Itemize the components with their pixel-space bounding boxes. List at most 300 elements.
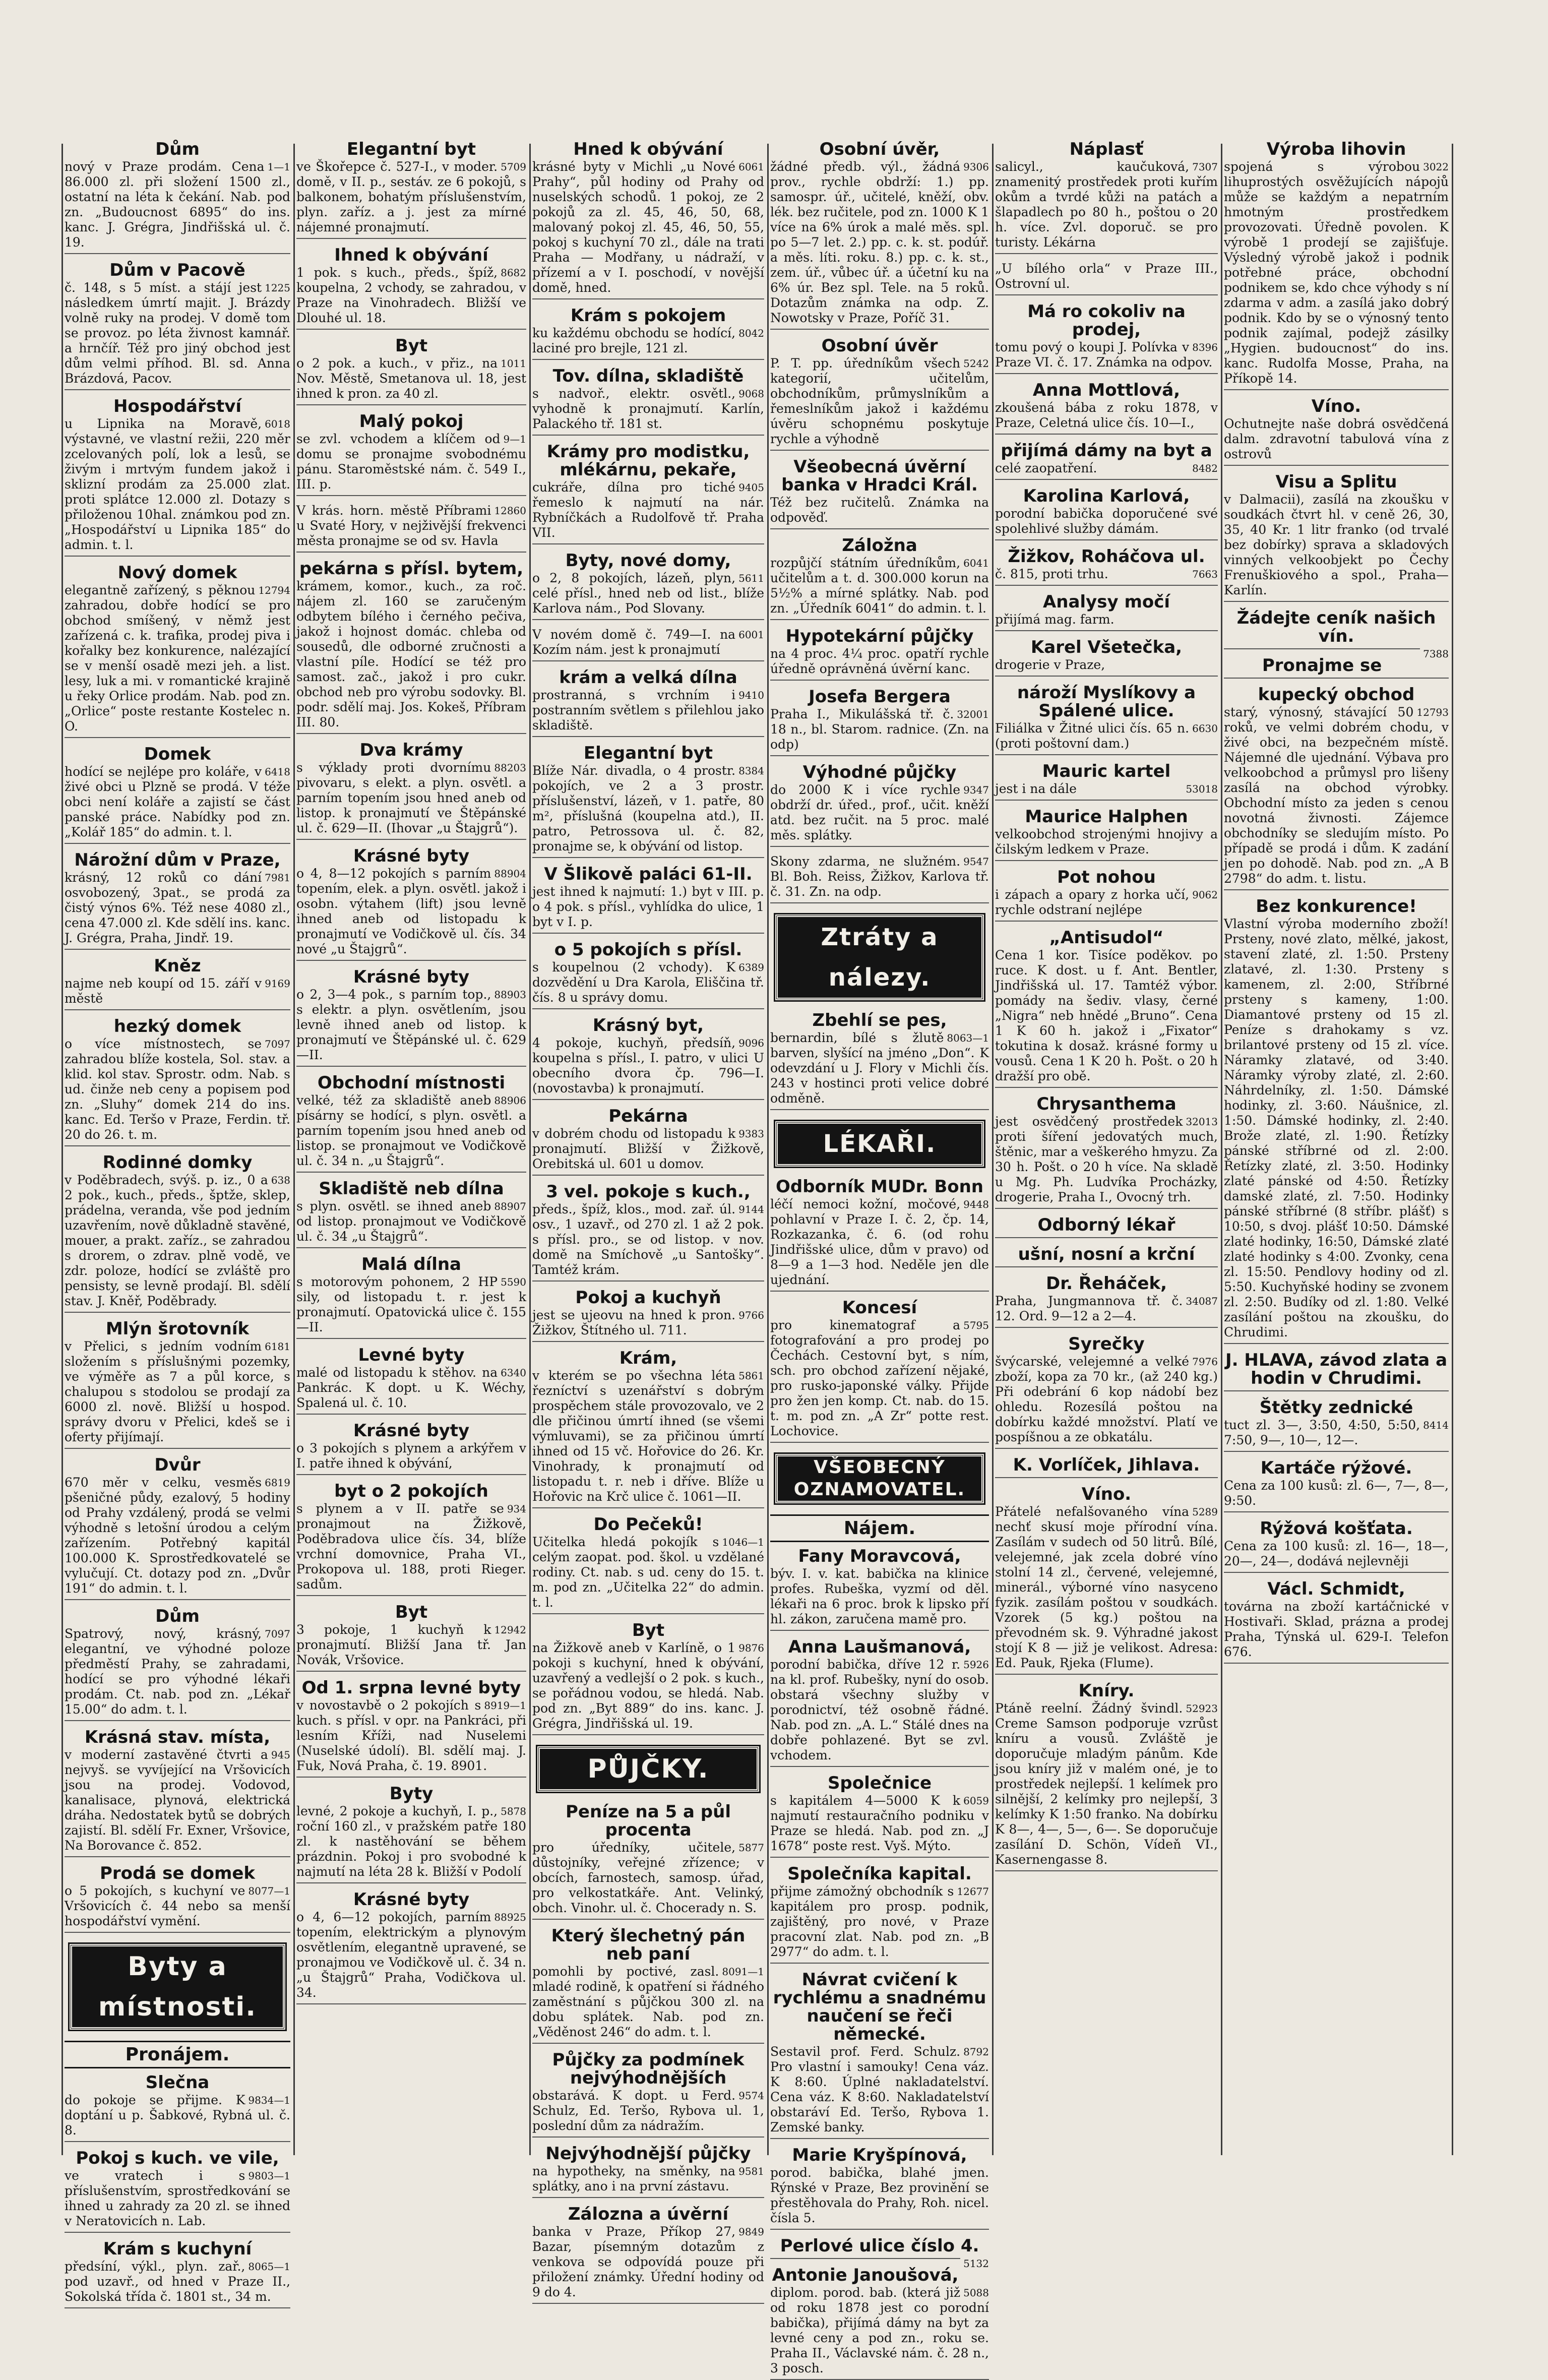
ad-body xyxy=(995,340,1218,370)
classified-ad xyxy=(65,1728,290,1857)
classified-ad xyxy=(532,1107,764,1176)
classified-ad xyxy=(995,1485,1218,1675)
ad-text: V novém domě č. 749—I. na Kozím nám. jest k pronajmutí xyxy=(532,627,736,657)
ad-body xyxy=(532,1535,764,1610)
ad-text: se zvl. vchodem a klíčem od domu se pronajme svobodnému pánu. Staroměstské nám. č. 549 I., III. p. xyxy=(296,432,526,492)
ad-reference-number: 1046—1 xyxy=(722,1536,764,1548)
classified-ad xyxy=(995,638,1218,677)
ad-separator xyxy=(65,1312,290,1313)
ad-text: celé zaopatření. xyxy=(995,461,1097,475)
classified-ad xyxy=(995,381,1218,435)
ad-text: drogerie v Praze, xyxy=(995,657,1105,672)
ad-reference-number: 638 xyxy=(271,1174,290,1186)
ad-headline: Krásné byty xyxy=(353,1889,470,1910)
ad-headline: Elegantní byt xyxy=(583,743,713,763)
ad-headline: Josefa Bergera xyxy=(809,687,951,707)
ad-text: švýcarské, velejemné a velké zboží, kopa za 70 kr., (až 240 kg.) Při odebrání 6 kop nádobí bez ohledu. Rozesílá poštou na dobírku každé množství. Platí ve pospíšnou a ze obkatálu. xyxy=(995,1354,1218,1444)
ad-headline: Krásná stav. místa, xyxy=(84,1727,271,1747)
ad-text: Přátelé nefalšovaného vína nechť skusí moje přírodní vína. Zasílám v sudech od 50 litrů. Bílé, velejemné, jak zcela dobré víno stolní 14 zl., červené, velejemné, minerál., výborné víno nasyceno fyzik. zasílám poštou v soudkách. Vzorek (5 kg.) poštou na převodném sk. 9. Výhradné jakost stojí K 8 — již je velikost. Adresa: Ed. Pauk, Rjeka (Flume). xyxy=(995,1504,1218,1670)
ad-headline: Fany Moravcová, xyxy=(798,1546,961,1566)
ad-separator xyxy=(532,298,764,299)
ad-reference-number: 9383 xyxy=(738,1128,764,1140)
ad-body xyxy=(296,265,526,326)
ad-text: krásné byty v Michli „u Nové Prahy“, půl hodiny od Prahy od nuselských schodů. 1 pokoj, ze 2 pokojů za zl. 45, 46, 50, 68, malovaný pokoj zl. 45, 46, 50, 55, pokoj s kuchyní 70 zl., dále na trati Praha — Modřany, u nádraží, v přízemí a v I. poschodí, v novější domě, hned. xyxy=(532,159,764,295)
ad-separator xyxy=(296,1172,526,1173)
ad-headline: Elegantní byt xyxy=(346,139,476,159)
ad-separator xyxy=(65,843,290,844)
ad-body xyxy=(65,1339,290,1445)
ad-body xyxy=(65,870,290,946)
ad-reference-number: 945 xyxy=(271,1749,290,1761)
ad-body xyxy=(532,960,764,1005)
ad-separator xyxy=(1224,1572,1449,1573)
ad-separator xyxy=(65,1145,290,1146)
ad-body xyxy=(995,567,1218,582)
ad-headline: Společníka kapital. xyxy=(787,1864,972,1884)
ad-headline: Záložna xyxy=(842,535,917,556)
ad-separator xyxy=(296,329,526,330)
classified-ad xyxy=(296,412,526,496)
ad-headline: Slečna xyxy=(145,2072,210,2093)
classified-ad xyxy=(65,397,290,557)
ad-headline: Václ. Schmidt, xyxy=(1267,1579,1405,1599)
ad-separator xyxy=(1224,1663,1449,1664)
classified-ad xyxy=(296,246,526,330)
ad-headline: Zálozna a úvěrní xyxy=(568,2204,729,2224)
ad-reference-number: 5709 xyxy=(501,161,526,173)
ad-body xyxy=(532,2224,764,2300)
section-banner: Byty a místnosti. xyxy=(70,1944,285,2030)
ad-reference-number: 6018 xyxy=(265,418,290,430)
ad-reference-number: 6061 xyxy=(738,161,764,173)
ad-reference-number: 9410 xyxy=(738,689,764,701)
ad-headline: Krásné byty xyxy=(353,846,470,866)
classified-ad xyxy=(1224,1351,1449,1391)
classified-ad xyxy=(995,261,1218,295)
ad-text: 4 pokoje, kuchyň, předsíň, koupelna s přísl., I. patro, v ulici U obecního dvora čp. 796—I. (novostavba) k pronajmutí. xyxy=(532,1035,764,1095)
classified-ad xyxy=(770,1865,989,1964)
ad-reference-number: 8396 xyxy=(1192,341,1218,353)
classified-ad xyxy=(1224,608,1449,660)
ad-text: Cena za 100 kusů: zl. 16—, 18—, 20—, 24—, dodává nejlevněji xyxy=(1224,1539,1449,1568)
classified-ad xyxy=(995,1274,1218,1328)
classified-column-2 xyxy=(296,140,526,2162)
ad-text: prostranná, s vrchním i postranním světlem s přilehlou jako skladiště. xyxy=(532,688,764,733)
ad-text: Též bez ručitelů. Známka na odpověď. xyxy=(770,495,989,525)
ad-separator xyxy=(296,552,526,553)
ad-body xyxy=(770,1566,989,1627)
ad-headline: Perlové ulice číslo 4. xyxy=(780,2236,979,2256)
ad-separator xyxy=(65,1599,290,1600)
ad-reference-number: 7663 xyxy=(1192,568,1218,580)
ad-body xyxy=(770,1197,989,1288)
classified-ad xyxy=(296,968,526,1067)
ad-separator xyxy=(65,389,290,390)
ad-headline: kupecký obchod xyxy=(1258,685,1415,705)
ad-reference-number: 53018 xyxy=(1186,783,1218,795)
classified-ad xyxy=(532,367,764,436)
ad-headline: Víno. xyxy=(1081,1484,1132,1504)
ad-separator xyxy=(1224,1390,1449,1391)
ad-list xyxy=(65,2073,290,2308)
ad-separator xyxy=(65,2307,290,2308)
ad-text: č. 148, s 5 míst. a stájí jest následkem úmrtí majit. J. Brázdy volně ruky na prodej. V domě tom se provoz. po léta živnost kamnář. a hrnčíř. Též pro jiný obchod jest dům velmi příhod. Bl. sd. Anna Brázdová, Pacov. xyxy=(65,280,290,386)
ad-separator xyxy=(296,1777,526,1778)
ad-body xyxy=(296,866,526,957)
classified-ad xyxy=(296,1255,526,1339)
ad-headline: Žádejte ceník našich vín. xyxy=(1236,608,1436,646)
ad-reference-number: 88203 xyxy=(494,762,526,774)
classified-ad xyxy=(770,337,989,451)
ad-separator xyxy=(770,902,989,903)
ad-reference-number: 934 xyxy=(507,1503,526,1515)
ad-separator xyxy=(995,1087,1218,1088)
ad-body xyxy=(770,854,989,899)
classified-ad xyxy=(296,560,526,734)
ad-text: o 2 pok. a kuch., v přiz., na Nov. Městě, Smetanova ul. 18, jest ihned k pron. za 40 zl. xyxy=(296,356,526,401)
ad-text: porodní babička, dříve 12 r. na kl. prof. Rubešky, nyní do osob. obstará všechny služby v porodnictví, též osobně řádné. Nab. pod zn. „A. L.“ Stálé dnes na dobře pohlazené. Byt se zvl. vchodem. xyxy=(770,1657,989,1762)
ad-text: hodící se nejlépe pro koláře, v živé obci u Plzně se prodá. V téže obci není koláře a zajistí se část panské práce. Nabídky pod zn. „Kolář 185“ do admin. t. l. xyxy=(65,764,290,839)
ad-text: ku každému obchodu se hodící, laciné pro brejle, 121 zl. xyxy=(532,326,736,355)
ad-body xyxy=(770,1884,989,1960)
ad-headline: Chrysanthema xyxy=(1036,1094,1177,1114)
ad-separator xyxy=(65,253,290,254)
ad-text: předsíní, výkl., plyn. zař., pod uzavř., od hned v Praze II., Sokolská třída č. 1801 st., 34 m. xyxy=(65,2259,290,2304)
column-rule xyxy=(992,144,994,2155)
ad-reference-number: 6340 xyxy=(501,1367,526,1379)
ad-body xyxy=(65,2168,290,2229)
ad-separator xyxy=(995,1327,1218,1328)
classified-ad xyxy=(532,941,764,1009)
ad-text: bernardin, bílé s žlutě barven, slyšící na jméno „Don“. K odevzdání u J. Flory v Michli čís. 243 v hostinci proti velice dobré odměně. xyxy=(770,1030,989,1106)
ad-reference-number: 88925 xyxy=(494,1911,526,1923)
ad-separator xyxy=(532,857,764,858)
ad-reference-number: 9766 xyxy=(738,1309,764,1321)
ad-separator xyxy=(995,676,1218,677)
classified-ad xyxy=(770,1178,989,1292)
classified-ad xyxy=(1224,397,1449,466)
classified-ad xyxy=(1224,140,1449,390)
ad-separator xyxy=(296,733,526,734)
ad-separator xyxy=(995,434,1218,435)
ad-body xyxy=(532,326,764,356)
ad-list xyxy=(770,140,989,2380)
ad-separator xyxy=(532,619,764,620)
ad-headline: V Šlikově paláci 61-II. xyxy=(544,864,753,884)
ad-headline: Byt xyxy=(632,1620,665,1640)
ad-separator xyxy=(995,294,1218,295)
ad-reference-number: 88904 xyxy=(494,868,526,880)
ad-body xyxy=(296,356,526,401)
ad-body xyxy=(296,1622,526,1668)
ad-separator xyxy=(296,1595,526,1596)
ad-reference-number: 12942 xyxy=(494,1624,526,1636)
ad-headline: Byt xyxy=(395,1602,428,1622)
ad-reference-number: 6418 xyxy=(265,766,290,778)
ad-body xyxy=(532,2088,764,2133)
classified-ad xyxy=(995,140,1218,254)
ad-text: nový v Praze prodám. Cena 86.000 zl. při složení 1500 zl., ostatní na léta k čekání. Nab. pod zn. „Budoucnost 6895“ do ins. kanc. J. Grégra, Jindřišská ul. č. 19. xyxy=(65,159,290,250)
ad-reference-number: 34087 xyxy=(1186,1295,1218,1307)
ad-text: léčí nemoci kožní, močové, pohlavní v Praze I. č. 2, čp. 14, Rozkazanka, č. 6. (od rohu Jindřišské ulice, dům v pravo) od 8—9 a 1—3 hod. Neděle jen dle ujednání. xyxy=(770,1197,989,1287)
ad-headline: Hospodářství xyxy=(113,396,242,416)
ad-text: přijímá mag. farm. xyxy=(995,612,1114,627)
classified-ad xyxy=(770,688,989,756)
ad-separator xyxy=(1224,678,1449,679)
ad-headline: Výroba lihovin xyxy=(1266,139,1406,159)
ad-body xyxy=(532,1964,764,2040)
ad-separator xyxy=(532,1341,764,1342)
ad-text: s kapitálem 4—5000 K k najmutí restauračního podniku v Praze se hledá. Nab. pod zn. „J 1678“ poste rest. Vyš. Mýto. xyxy=(770,1793,989,1853)
classified-ad xyxy=(65,745,290,844)
classified-ad xyxy=(995,1682,1218,1871)
ad-separator xyxy=(770,1291,989,1292)
ad-text: diplom. porod. bab. (která již od roku 1878 jest co porodní babička), přijímá dámy na byt za levné ceny a pod zn., roku se. Praha II., Václavské nám. č. 28 n., 3 posch. xyxy=(770,2285,989,2375)
ad-headline: Krám s kuchyní xyxy=(103,2239,252,2259)
ad-separator xyxy=(995,860,1218,861)
ad-text: o 4, 8—12 pokojích s parním topením, elek. a plyn. osvětl. jakož i osobn. výtahem (lift) jsou levně ihned aneb od listopadu k pronajmutí ve Vodičkově ul. čís. 34 nové „u Štajgrů“. xyxy=(296,866,526,956)
ad-separator xyxy=(532,660,764,661)
classified-ad xyxy=(995,929,1218,1088)
ad-headline: Obchodní místnosti xyxy=(317,1073,506,1093)
classified-ad xyxy=(296,847,526,961)
ad-body xyxy=(1224,705,1449,886)
ad-headline: Víno. xyxy=(1311,396,1361,416)
classified-ad xyxy=(770,536,989,620)
classified-ad xyxy=(770,2146,989,2230)
classified-ad xyxy=(995,547,1218,586)
ad-text: do 2000 K i více rychle obdrží dr. úřed., prof., učit. kněží atd. bez ručit. na 5 proc. malé měs. splátky. xyxy=(770,782,989,842)
ad-body xyxy=(65,159,290,250)
ad-reference-number: 8919—1 xyxy=(484,1699,526,1712)
ad-text: v Poděbradech, svýš. p. iz., 0 a 2 pok., kuch., předs., šptže, sklep, prádelna, veranda, vše pod jedním uzavřením, nově důkladně stavěné, mouer, a prakt. zaříz., se zahradou s drorem, o zdrav. plně vodě, ve zdr. poloze, hodící se zvláště pro pensisty, se levně prodají. Bl. sdělí stav. J. Kněř, Poděbrady. xyxy=(65,1173,290,1308)
classified-ad xyxy=(532,1349,764,1508)
classified-ad xyxy=(995,1095,1218,1209)
ad-reference-number: 8042 xyxy=(738,327,764,339)
ad-reference-number: 9803—1 xyxy=(248,2170,290,2182)
ad-body xyxy=(532,1126,764,1172)
ad-separator xyxy=(296,404,526,405)
ad-text: Praha, Jungmannova tř. č. 12. Ord. 9—12 a 2—4. xyxy=(995,1294,1183,1323)
ad-body xyxy=(1224,416,1449,462)
classified-ad xyxy=(532,1183,764,1281)
ad-separator xyxy=(770,755,989,756)
ad-headline: Rodinné domky xyxy=(102,1152,253,1173)
ad-reference-number: 8384 xyxy=(738,765,764,777)
classified-ad xyxy=(296,1603,526,1672)
ad-headline: Maurice Halphen xyxy=(1025,807,1188,827)
classified-column-6 xyxy=(1224,140,1449,2162)
ad-separator xyxy=(995,539,1218,540)
ad-body xyxy=(770,159,989,326)
classified-ad xyxy=(532,443,764,544)
ad-headline: Štětky zednické xyxy=(1259,1397,1413,1418)
classified-ad xyxy=(296,1679,526,1778)
ad-separator xyxy=(65,1009,290,1010)
ad-headline: Byty, nové domy, xyxy=(565,551,731,571)
ad-text: pro úředníky, učitele, důstojníky, veřejné zřízence; v obcích, farnostech, samosp. úřad, pro velkostatkáře. Ant. Velinký, obch. Vinohr. ul. č. Chocerady n. S. xyxy=(532,1840,764,1915)
ad-text: 1 pok. s kuch., předs., špíž, koupelna, 2 vchody, se zahradou, v Praze na Vinohradech. Bližší ve Dlouhé ul. 18. xyxy=(296,265,526,325)
ad-headline: Všeobecná úvěrní banka v Hradci Král. xyxy=(781,457,978,495)
ad-headline: Syrečky xyxy=(1068,1334,1145,1354)
classified-ad xyxy=(995,1245,1218,1267)
ad-separator xyxy=(995,1266,1218,1267)
ad-headline: Visu a Splitu xyxy=(1275,472,1397,492)
ad-body xyxy=(770,2285,989,2376)
ad-headline: Krásné byty xyxy=(353,967,470,987)
section-banner: LÉKAŘI. xyxy=(775,1121,984,1167)
ad-separator xyxy=(65,1448,290,1449)
ad-body xyxy=(65,1626,290,1717)
ad-text: na 4 proc. 4¼ proc. opatří rychle úředně oprávněná úvěrní kanc. xyxy=(770,646,989,676)
ad-body xyxy=(65,1475,290,1596)
ad-headline: Mauric kartel xyxy=(1042,761,1171,781)
ad-body xyxy=(995,400,1218,431)
ad-list xyxy=(296,140,526,2004)
ad-headline: Návrat cvičení k rychlému a snadnému naučení se řeči německé. xyxy=(773,1970,986,2044)
ad-headline: Do Pečeků! xyxy=(593,1514,703,1535)
ad-reference-number: 88903 xyxy=(494,989,526,1001)
ad-headline: Ihned k obývání xyxy=(334,245,488,265)
ad-body xyxy=(296,503,526,548)
classified-ad xyxy=(65,957,290,1010)
ad-separator xyxy=(1224,648,1420,649)
ad-text: Ptáně reelní. Žádný švindl. Creme Samson podporuje vzrůst kníru a vousů. Zvláště je doporučuje mladým pánům. Kde jsou kníry již v malém oné, je to prostředek nejlepší. 1 kelímek pro silnější, 2 kelímky pro nejlepší, 3 kelímky K 1:50 franko. Na dobírku K 8—, 4—, 5—, 6—. Se doporučuje zasílání D. Schön, Vídeň VI., Kasernengasse 8. xyxy=(995,1701,1218,1867)
ad-headline: K. Vorlíček, Jihlava. xyxy=(1013,1455,1200,1475)
classified-ad xyxy=(65,1017,290,1146)
ad-reference-number: 9876 xyxy=(738,1642,764,1654)
ad-body xyxy=(770,1793,989,1854)
classified-column-5 xyxy=(995,140,1218,2162)
ad-headline: Pekárna xyxy=(608,1106,688,1126)
ad-separator xyxy=(995,800,1218,801)
ad-reference-number: 12860 xyxy=(494,505,526,517)
ad-body xyxy=(1224,1478,1449,1508)
ad-separator xyxy=(770,1442,989,1443)
ad-reference-number: 7097 xyxy=(265,1038,290,1050)
ad-separator xyxy=(296,495,526,496)
ad-reference-number: 9062 xyxy=(1192,889,1218,901)
classified-ad xyxy=(532,744,764,858)
ad-text: malé od listopadu k stěhov. na Pankrác. K dopt. u K. Wéchy, Spalená ul. č. 10. xyxy=(296,1365,526,1410)
classified-ad xyxy=(296,1482,526,1596)
ad-text: jest ihned k najmutí: 1.) byt v III. p. o 4 pok. s přísl., vyhlídka do ulice, 1 byt v I. p. xyxy=(532,884,764,929)
ad-text: žádné předb. výl., žádná prov., rychle obdrží: 1.) pp. samospr. úř., učitelé, kněží, obv. lék. bez ručitele, pod zn. 1000 K 1 více na 6% úrok a malé měs. spl. po 5—7 let. 2.) pp. c. k. st. podúř. a měs. líti. roku. 8.) pp. c. k. st., zem. úř., vůbec úř. a účetní ku na 6% úr. Bez spl. Tele. na 5 roků. Dotazům známka na odp. Z. Nowotsky v Praze, Poříč 31. xyxy=(770,159,989,325)
ad-text: elegantně zařízený, s pěknou zahradou, dobře hodící se pro obchod smíšený, v němž jest zařízená c. k. trafika, prodej piva i kořalky bez konkurence, nalézající se v menší osadě mezi jeh. a list. lesy, luk a mi. v romantické krajině u řeky Orlice prodám. Nab. pod zn. „Orlice“ poste restante Kostelec n. O. xyxy=(65,583,290,734)
ad-headline: Karel Všetečka, xyxy=(1030,637,1183,657)
ad-separator xyxy=(770,1630,989,1631)
ad-reference-number: 5289 xyxy=(1192,1506,1218,1518)
classified-ad xyxy=(65,2149,290,2233)
ad-headline: Pokoj a kuchyň xyxy=(575,1288,721,1308)
ad-separator xyxy=(1224,389,1449,390)
ad-body xyxy=(995,1354,1218,1445)
ad-reference-number: 9581 xyxy=(738,2165,764,2177)
ad-reference-number: 8482 xyxy=(1192,462,1218,474)
classified-ad xyxy=(296,337,526,405)
ad-text: krámem, komor., kuch., za roč. nájem zl. 160 se zaručeným odbytem bílého i černého pečiva, jakož i hojnost domác. chleba od sousedů, dle odborné zručnosti a vlastní píle. Hodící se též pro samost. zač., jakož i pro cukr. obchod neb pro výrobu sodovky. Bl. podr. sdělí maj. Jos. Kokeš, Příbram III. 80. xyxy=(296,579,526,729)
ad-separator xyxy=(532,1613,764,1614)
ad-text: v moderní zastavěné čtvrti a nejvyš. se vyvíjející na Vršovicích jsou na prodej. Vodovod, kanalisace, plynová, elektrická dráha. Nedostatek bytů se dobrých zajistí. Bl. sdělí Fr. Exner, Vršovice, Na Borovance č. 852. xyxy=(65,1747,290,1853)
classified-ad xyxy=(532,1289,764,1342)
classified-ad xyxy=(995,487,1218,540)
ad-headline: Dva krámy xyxy=(359,740,463,760)
ad-separator xyxy=(532,736,764,737)
ad-separator xyxy=(532,2043,764,2044)
ad-body xyxy=(296,987,526,1063)
ad-body xyxy=(65,976,290,1006)
ad-text: do pokoje se přijme. K doptání u p. Šabkové, Rybná ul. č. 8. xyxy=(65,2093,290,2138)
ad-separator xyxy=(770,619,989,620)
ad-text: s koupelnou (2 vchody). K dozvědění u Dra Karola, Eliščina tř. čís. 8 u správy domu. xyxy=(532,960,764,1005)
ad-text: s nadvoř., elektr. osvětl., vyhodně k pronajmutí. Karlín, Palackého tř. 181 st. xyxy=(532,386,764,431)
ad-body xyxy=(65,2093,290,2138)
ad-separator xyxy=(770,1109,989,1110)
ad-separator xyxy=(532,359,764,360)
section-banner: VŠEOBECNÝ OZNAMOVATEL. xyxy=(775,1454,984,1503)
ad-reference-number: 8077—1 xyxy=(248,1885,290,1897)
ad-reference-number: 9849 xyxy=(738,2226,764,2238)
ad-text: předs., špíž, klos., mod. zař. úl. osv., 1 uzavř., od 270 zl. 1 až 2 pok. s přísl. pro., se od listop. v nov. domě na Smíchově „u Santošky“. Tamtéž krám. xyxy=(532,1202,764,1277)
ad-separator xyxy=(995,1870,1218,1871)
ad-headline: byt o 2 pokojích xyxy=(334,1481,488,1501)
classified-ad xyxy=(65,261,290,390)
ad-separator xyxy=(995,1674,1218,1675)
ad-reference-number: 8063—1 xyxy=(947,1032,989,1044)
ad-separator xyxy=(532,1734,764,1735)
ad-body xyxy=(995,461,1218,476)
ad-headline: Peníze na 5 a půl procenta xyxy=(566,1802,731,1840)
classified-ad xyxy=(532,668,764,737)
classified-ad xyxy=(532,2051,764,2138)
classified-column-4 xyxy=(770,139,989,2375)
ad-body xyxy=(995,506,1218,536)
ad-body xyxy=(65,764,290,840)
ad-separator xyxy=(1224,1451,1449,1452)
ad-text: velké, též za skladiště aneb písárny se hodící, s plyn. osvětl. a parním topením jsou hned aneb od listop. se pronajmout ve Vodičkově ul. č. 34 n. „u Štajgrů“. xyxy=(296,1093,526,1168)
ad-headline: přijímá dámy na byt a xyxy=(1001,441,1212,461)
ad-headline: Krásný byt, xyxy=(592,1015,704,1035)
ad-reference-number: 8414 xyxy=(1423,1419,1449,1431)
ad-separator xyxy=(296,1247,526,1248)
ad-headline: Krásné byty xyxy=(353,1421,470,1441)
ad-body xyxy=(770,707,989,752)
column-rule xyxy=(767,144,769,2155)
ad-separator xyxy=(296,839,526,840)
ad-headline: Osobní úvěr, xyxy=(819,139,940,159)
ad-separator xyxy=(532,2137,764,2138)
classified-ad xyxy=(532,1803,764,1920)
ad-body xyxy=(1224,1539,1449,1569)
classified-ad xyxy=(296,1346,526,1415)
ad-body xyxy=(296,1698,526,1774)
ad-text: 670 měr v celku, vesměs pšeničné půdy, ezalový, 5 hodiny od Prahy vzdálený, prodá se velmi výhodně s letošní úrodou a celým zařízením. Potřebný kapitál 100.000 K. Sprostředkovatelé se vylučují. Ct. dotazy pod zn. „Dvůr 191“ do admin. t. l. xyxy=(65,1475,290,1596)
ad-text: pomohli by poctivé, zasl. mladé rodině, k opatření si řádného zaměstnání s půjčkou 300 zl. na dobu splátek. Nab. pod zn. „Věděnost 246“ do adm. t. l. xyxy=(532,1964,764,2039)
ad-headline: Od 1. srpna levné byty xyxy=(301,1678,521,1698)
ad-text: Cena za 100 kusů: zl. 6—, 7—, 8—, 9:50. xyxy=(1224,1478,1449,1508)
ad-body xyxy=(995,827,1218,857)
classified-ad xyxy=(532,2145,764,2198)
ad-separator xyxy=(296,1414,526,1415)
ad-reference-number: 5590 xyxy=(501,1276,526,1288)
ad-reference-number: 7097 xyxy=(265,1628,290,1640)
ad-separator xyxy=(770,846,989,847)
ad-separator xyxy=(1224,601,1449,602)
ad-reference-number: 5878 xyxy=(501,1805,526,1817)
ad-text: ve vratech i s příslušenstvím, sprostředkování se ihned u zahrady za 20 zl. se ihned v Neratovicích n. Lab. xyxy=(65,2168,290,2228)
column-rule xyxy=(293,144,295,2155)
classified-ad xyxy=(995,868,1218,922)
